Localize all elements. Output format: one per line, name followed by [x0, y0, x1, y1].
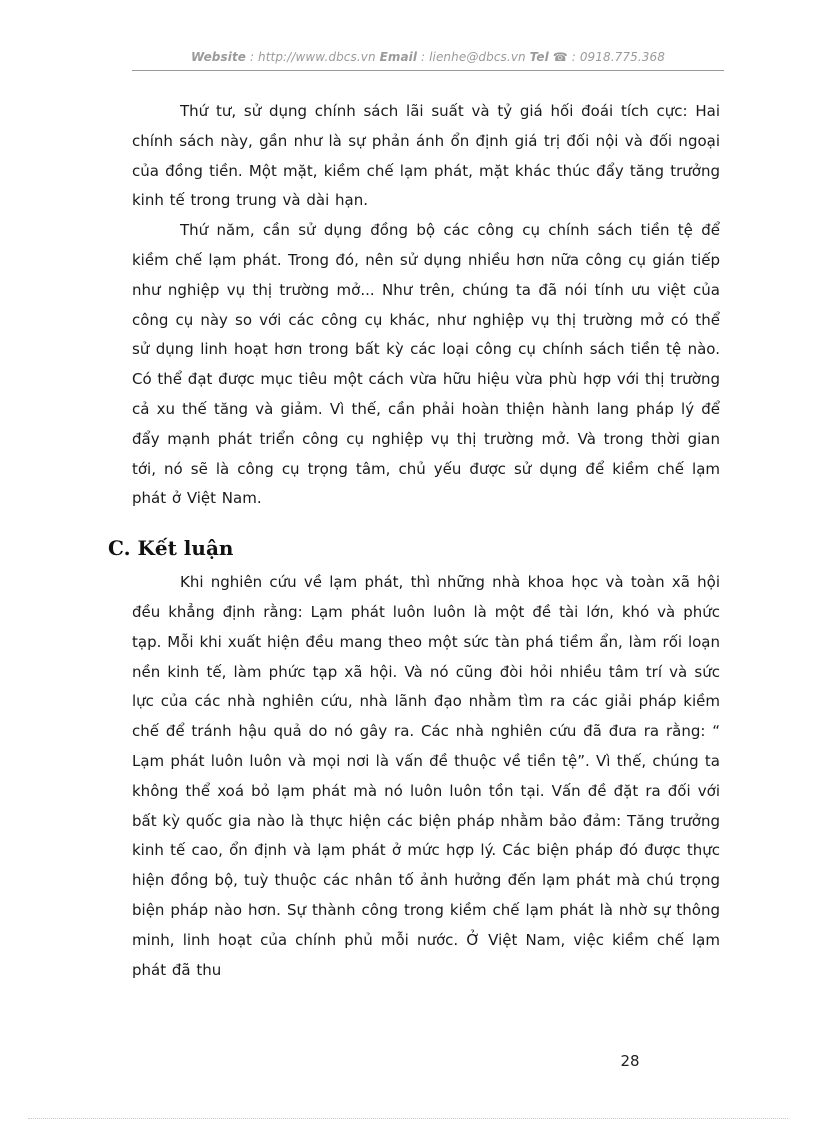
tel-label: Tel: [529, 50, 549, 64]
paragraph-conclusion: Khi nghiên cứu về lạm phát, thì những nhà khoa học và toàn xã hội đều khẳng định rằng: Lạm phát luôn luôn là một đề tài lớn, khó và phức tạp. Mỗi khi xuất hiện đều mang theo một sức tàn phá tiềm ẩn, làm rối loạn nền kinh tế, làm phức tạp xã hội. Và nó cũng đòi hỏi nhiều tâm trí và sức lực của các nhà nghiên cứu, nhà lãnh đạo nhằm tìm ra các giải pháp kiềm chế để tránh hậu quả do nó gây ra. Các nhà nghiên cứu đã đưa ra rằng: “ Lạm phát luôn luôn và mọi nơi là vấn đề thuộc về tiền tệ”. Vì thế, chúng ta không thể xoá bỏ lạm phát mà nó luôn luôn tồn tại. Vấn đề đặt ra đối với bất kỳ quốc gia nào là thực hiện các biện pháp nhằm bảo đảm: Tăng trưởng kinh tế cao, ổn định và lạm phát ở mức hợp lý. Các biện pháp đó được thực hiện đồng bộ, tuỳ thuộc các nhân tố ảnh hưởng đến lạm phát mà chú trọng biện pháp nào hơn. Sự thành công trong kiềm chế lạm phát là nhờ sự thông minh, linh hoạt của chính phủ mỗi nước. Ở Việt Nam, việc kiềm chế lạm phát đã thu: [132, 573, 720, 979]
email-value: : lienhe@dbcs.vn: [417, 50, 530, 64]
tel-value: : 0918.775.368: [567, 50, 665, 64]
paragraph-interest-exchange-policy: Thứ tư, sử dụng chính sách lãi suất và tỷ giá hối đoái tích cực: Hai chính sách này, gần như là sự phản ánh ổn định giá trị đối nội và đối ngoại của đồng tiền. Một mặt, kiềm chế lạm phát, mặt khác thúc đẩy tăng trưởng kinh tế trong trung và dài hạn.: [132, 102, 720, 210]
website-label: Website: [191, 50, 247, 64]
website-value: : http://www.dbcs.vn: [246, 50, 380, 64]
page-header: [132, 50, 724, 64]
paragraph-monetary-tools: Thứ năm, cần sử dụng đồng bộ các công cụ chính sách tiền tệ để kiềm chế lạm phát. Trong đó, nên sử dụng nhiều hơn nữa công cụ gián tiếp như nghiệp vụ thị trường mở... Như trên, chúng ta đã nói tính ưu việt của công cụ này so với các công cụ khác, như nghiệp vụ thị trường mở có thể sử dụng linh hoạt hơn trong bất kỳ các loại công cụ chính sách tiền tệ nào. Có thể đạt được mục tiêu một cách vừa hữu hiệu vừa phù hợp với thị trường cả xu thế tăng và giảm. Vì thế, cần phải hoàn thiện hành lang pháp lý để đẩy mạnh phát triển công cụ nghiệp vụ thị trường mở. Và trong thời gian tới, nó sẽ là công cụ trọng tâm, chủ yếu được sử dụng để kiềm chế lạm phát ở Việt Nam.: [132, 221, 720, 508]
section-heading-conclusion: C. Kết luận: [108, 536, 234, 561]
page-number: 28: [620, 1052, 640, 1070]
header-divider: [132, 70, 724, 71]
phone-icon: ☎: [552, 50, 568, 64]
document-body: [108, 97, 720, 985]
page-bottom-border: [28, 1118, 788, 1119]
email-label: Email: [379, 50, 418, 64]
